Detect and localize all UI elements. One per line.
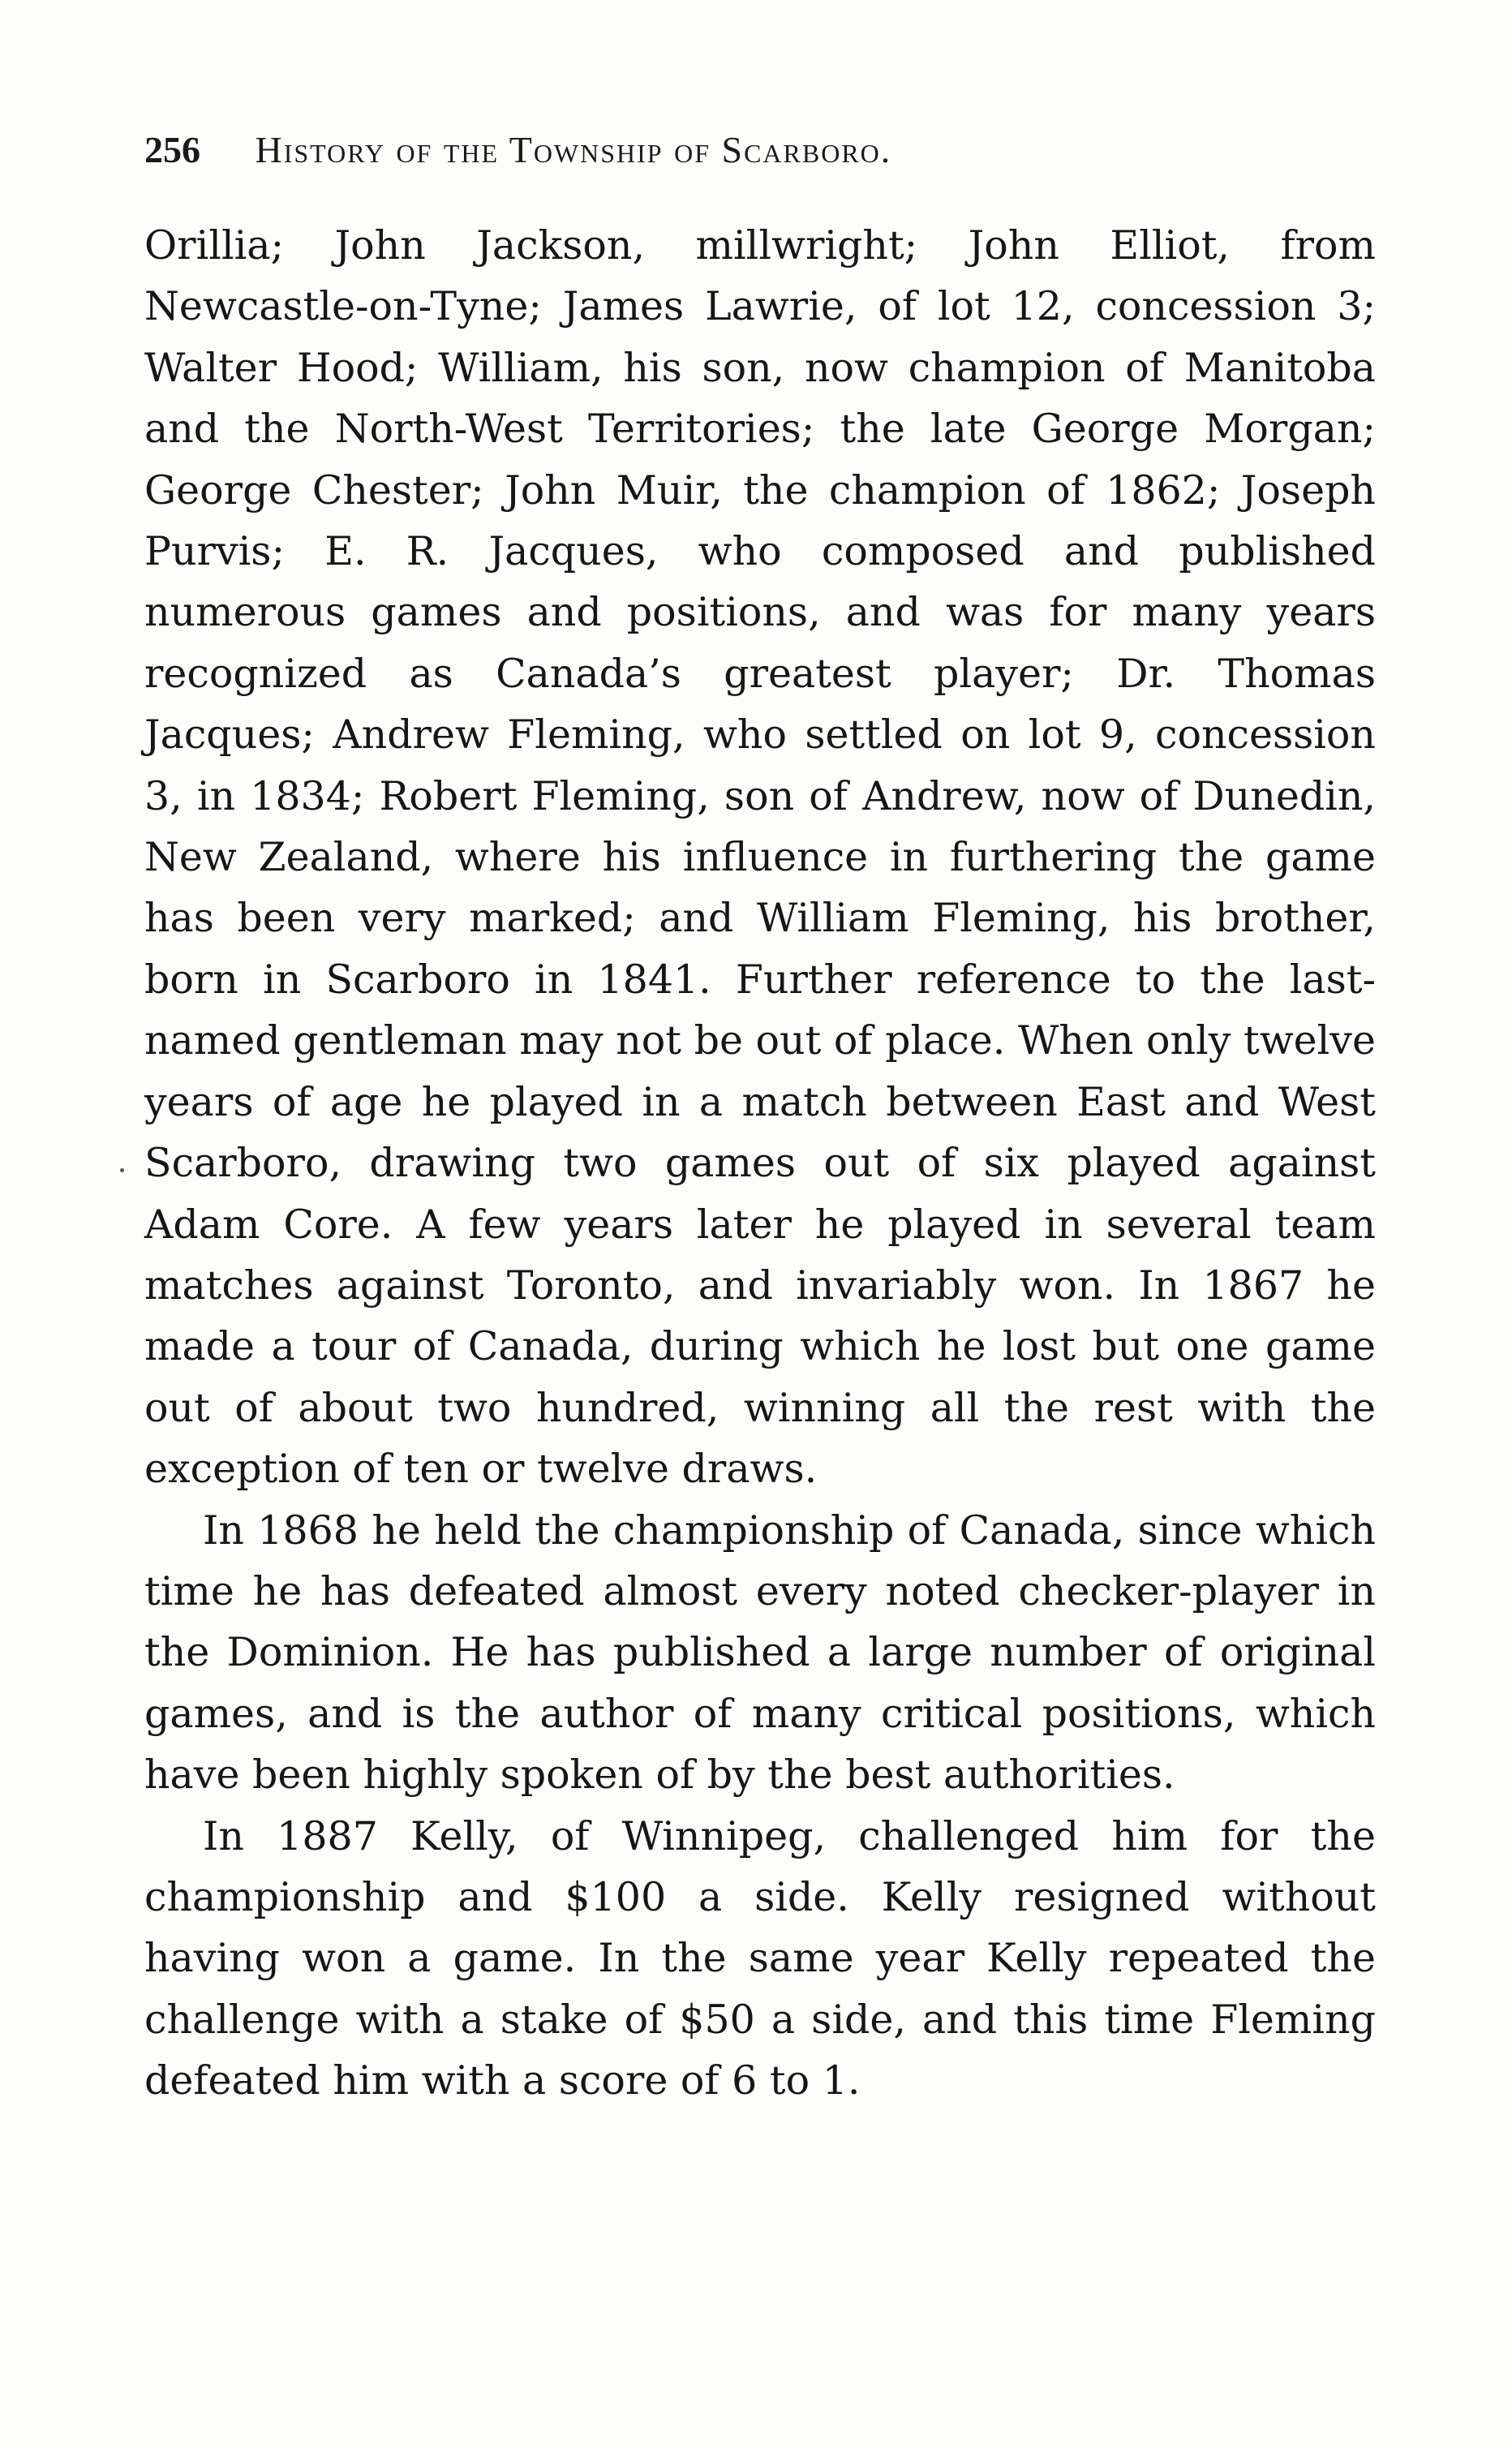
paragraph-3: In 1887 Kelly, of Winnipeg, challenged him for the championship and $100 a side. Kelly resigned without having won a game. In the same year Kelly repeated the challenge with a stake of $50 a side, and this time Fleming defeated him with a score of 6 to 1.	[144, 1812, 1376, 2104]
body-text	[144, 215, 1376, 2112]
running-head	[144, 122, 1394, 178]
margin-speck	[120, 1168, 124, 1172]
paragraph-1: Orillia; John Jackson, millwright; John Elliot, from Newcastle-on-Tyne; James Lawrie, of lot 12, concession 3; Walter Hood; William, his son, now champion of Manitoba and the North-West Territories; the late George Morgan; George Chester; John Muir, the champion of 1862; Joseph Purvis; E. R. Jacques, who composed and published numerous games and positions, and was for many years recognized as Canada’s greatest player; Dr. Thomas Jacques; Andrew Fleming, who settled on lot 9, concession 3, in 1834; Robert Fleming, son of Andrew, now of Dunedin, New Zealand, where his influence in furthering the game has been very marked; and William Fleming, his brother, born in Scarboro in 1841. Further reference to the last-named gentleman may not be out of place. When only twelve years of age he played in a match between East and West Scarboro, drawing two games out of six played against Adam Core. A few years later he played in several team matches against Toronto, and invariably won. In 1867 he made a tour of Canada, during which he lost but one game out of about two hundred, winning all the rest with the exception of ten or twelve draws.	[144, 222, 1376, 1493]
paragraph-2: In 1868 he held the championship of Canada, since which time he has defeated almost every noted checker-player in the Dominion. He has published a large number of original games, and is the author of many critical positions, which have been highly spoken of by the best authorities.	[144, 1507, 1376, 1799]
page-number: 256	[144, 129, 200, 170]
running-title: History of the Township of Scarboro.	[255, 129, 892, 170]
